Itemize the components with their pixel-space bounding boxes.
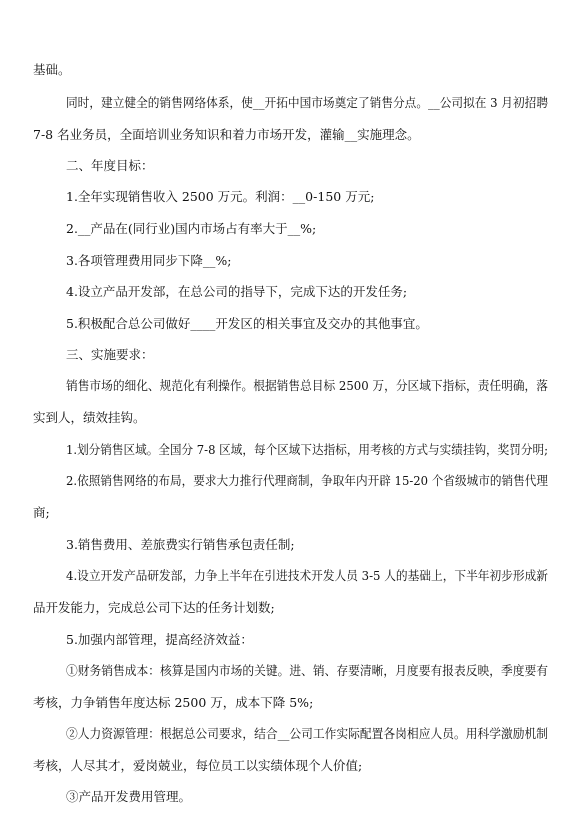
text-line: 4.设立产品开发部，在总公司的指导下，完成下达的开发任务; xyxy=(66,284,408,299)
section-heading: 二、年度目标： xyxy=(66,158,154,173)
text-line: 同时，建立健全的销售网络体系，使__开拓中国市场奠定了销售分点。__公司拟在 3 月初招聘 xyxy=(66,95,549,110)
text-line: 1.划分销售区域。全国分 7-8 区域，每个区域下达指标，用考核的方式与实绩挂钩，奖罚分明; xyxy=(66,442,548,457)
text-line: 3.各项管理费用同步下降__%; xyxy=(66,253,232,268)
text-line: 商; xyxy=(33,505,50,520)
text-line: 5.积极配合总公司做好____开发区的相关事宜及交办的其他事宜。 xyxy=(66,316,428,331)
text-line: 3.销售费用、差旅费实行销售承包责任制; xyxy=(66,537,295,552)
section-heading: 三、实施要求： xyxy=(66,347,154,362)
text-line: 5.加强内部管理，提高经济效益： xyxy=(66,632,253,647)
text-line: 2.__产品在(同行业)国内市场占有率大于__%; xyxy=(66,221,317,236)
text-line: ③产品开发费用管理。 xyxy=(66,789,192,804)
text-line: 考核，人尽其才，爱岗兢业，每位员工以实绩体现个人价值; xyxy=(33,758,363,773)
text-line: 7-8 名业务员，全面培训业务知识和着力市场开发，灌输__实施理念。 xyxy=(33,127,420,142)
text-line: 考核，力争销售年度达标 2500 万，成本下降 5%; xyxy=(33,695,314,710)
text-line: 基础。 xyxy=(33,62,71,77)
text-line: 实到人，绩效挂钩。 xyxy=(33,410,146,425)
text-line: 2.依照销售网络的布局，要求大力推行代理商制，争取年内开辟 15-20 个省级城市的销售代理 xyxy=(66,473,548,488)
text-line: ②人力资源管理：根据总公司要求，结合__公司工作实际配置各岗相应人员。用科学激励机制 xyxy=(66,726,549,741)
text-line: 销售市场的细化、规范化有利操作。根据销售总目标 2500 万，分区域下指标，责任明确，落 xyxy=(66,378,548,393)
text-line: 品开发能力，完成总公司下达的任务计划数; xyxy=(33,600,275,615)
text-line: 4.设立开发产品研发部，力争上半年在引进技术开发人员 3-5 人的基础上，下半年初步形成新 xyxy=(66,568,549,583)
text-line: ①财务销售成本：核算是国内市场的关键。进、销、存要清晰，月度要有报表反映，季度要有 xyxy=(66,663,549,678)
text-line: 1.全年实现销售收入 2500 万元。利润：__0-150 万元; xyxy=(66,189,375,204)
